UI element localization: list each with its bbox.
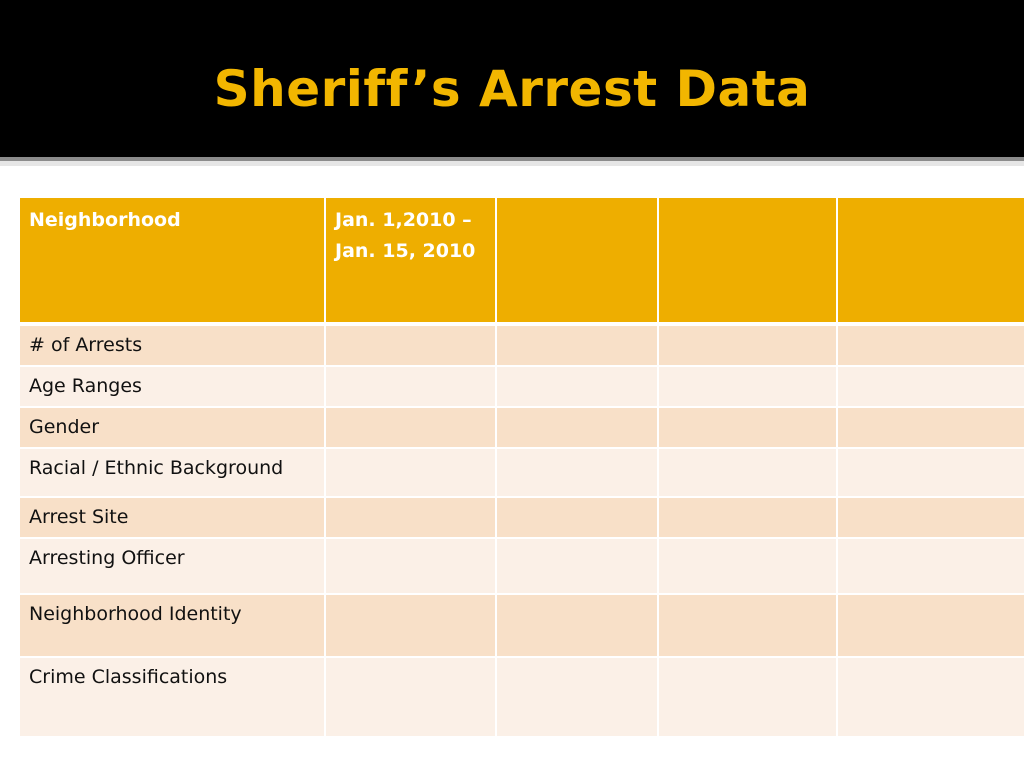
table-cell [325,448,496,497]
table-cell [658,324,837,366]
table-cell [496,448,658,497]
header-neighborhood: Neighborhood [19,197,325,324]
table-cell [658,448,837,497]
row-label-arresting-officer: Arresting Officer [19,538,325,594]
table-header-row [19,197,1024,324]
row-label-crime-classifications: Crime Classifications [19,657,325,737]
table-cell [658,366,837,407]
table-cell [837,366,1024,407]
row-label-neighborhood-identity: Neighborhood Identity [19,594,325,657]
table-cell [837,497,1024,538]
table-cell [658,657,837,737]
table-row [19,407,1024,448]
table-cell [325,594,496,657]
arrest-data-table [18,196,1024,738]
table-cell [325,538,496,594]
table-cell [325,407,496,448]
table-row [19,448,1024,497]
table-cell [837,448,1024,497]
table-cell [837,594,1024,657]
row-label-arrest-site: Arrest Site [19,497,325,538]
table-row [19,324,1024,366]
header-empty-5 [837,197,1024,324]
table-cell [837,538,1024,594]
table-cell [496,657,658,737]
row-label-age-ranges: Age Ranges [19,366,325,407]
slide-title: Sheriff’s Arrest Data [213,60,811,118]
table-cell [658,497,837,538]
table-cell [496,594,658,657]
table-row [19,657,1024,737]
table-row [19,538,1024,594]
table-cell [496,366,658,407]
table-cell [325,497,496,538]
table-cell [837,407,1024,448]
table-cell [496,497,658,538]
table-row [19,366,1024,407]
table-cell [658,407,837,448]
row-label-arrests: # of Arrests [19,324,325,366]
table-cell [658,538,837,594]
table-cell [496,324,658,366]
table-cell [496,538,658,594]
table-cell [837,324,1024,366]
row-label-gender: Gender [19,407,325,448]
table-row [19,594,1024,657]
table-cell [496,407,658,448]
header-empty-3 [496,197,658,324]
table-cell [325,324,496,366]
table-cell [658,594,837,657]
row-label-racial-ethnic: Racial / Ethnic Background [19,448,325,497]
title-divider-light [0,161,1024,166]
table-cell [325,366,496,407]
header-date-range: Jan. 1,2010 – Jan. 15, 2010 [325,197,496,324]
table-cell [325,657,496,737]
table-cell [837,657,1024,737]
header-empty-4 [658,197,837,324]
table-row [19,497,1024,538]
